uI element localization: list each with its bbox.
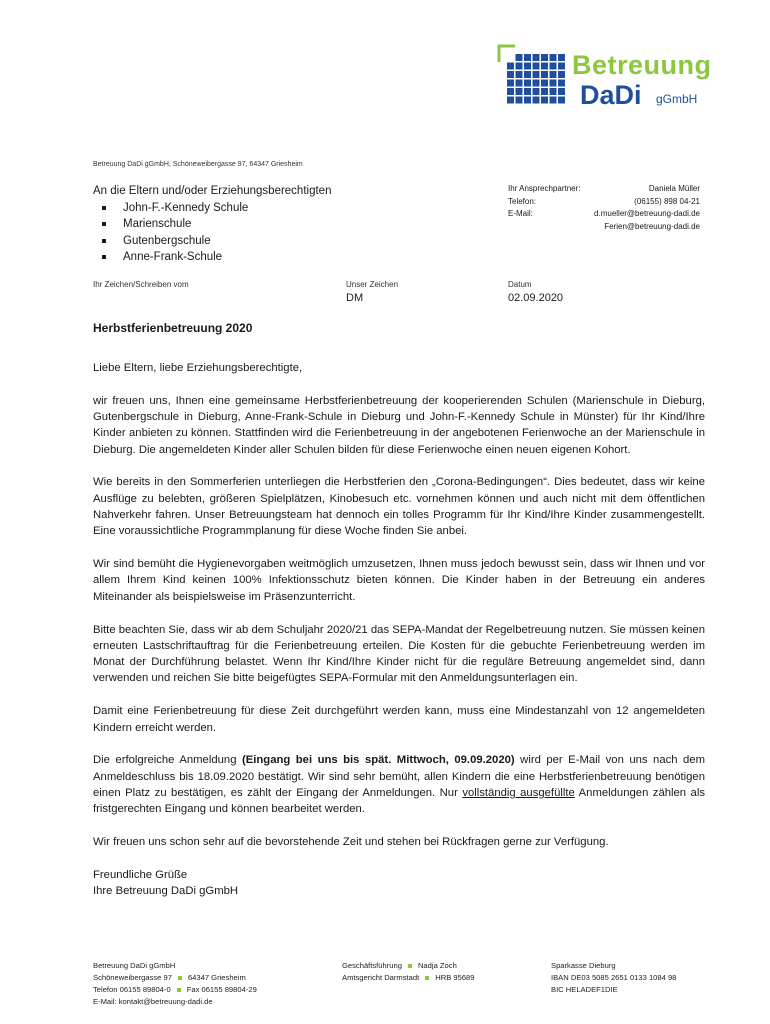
footer-bic: BIC HELADEF1DIE (551, 985, 618, 994)
school-list (93, 200, 331, 266)
p6-underline: vollständig ausgefüllte (462, 786, 575, 799)
footer-phone-fax: Telefon 06155 89804-0 Fax 06155 89804-29 (93, 985, 257, 994)
sender-line: Betreuung DaDi gGmbH, Schöneweibergasse 97, 64347 Griesheim (93, 161, 303, 168)
footer-iban: IBAN DE03 5085 2651 0133 1084 98 (551, 973, 677, 982)
contact-phone-value: (06155) 898 04-21 (634, 196, 700, 206)
footer-email[interactable]: E-Mail: kontakt@betreuung-dadi.de (93, 997, 213, 1006)
contact-email-label: E-Mail: (508, 209, 533, 218)
salutation: Liebe Eltern, liebe Erziehungsberechtigte, (93, 362, 303, 374)
contact-phone-row (508, 196, 700, 209)
closing-greeting: Freundliche Grüße (93, 868, 188, 881)
footer-company-name: Betreuung DaDi gGmbH (93, 961, 176, 970)
footer-court: Amtsgericht Darmstadt HRB 95689 (342, 973, 475, 982)
p6-bold-deadline: (Eingang bei uns bis spät. Mittwoch, 09.09.2020) (241, 754, 515, 767)
contact-block (508, 183, 700, 233)
school-item: Gutenbergschule (93, 233, 331, 250)
date-label: Datum (508, 280, 532, 289)
contact-email2-row (508, 221, 700, 234)
paragraph-7: Wir freuen uns schon sehr auf die bevorstehende Zeit und stehen bei Rückfragen gerne zur Verfügung. (93, 836, 609, 849)
contact-email2-value[interactable]: Ferien@betreuung-dadi.de (604, 221, 700, 231)
logo-grid-icon (497, 44, 569, 106)
our-ref-value: DM (346, 292, 364, 304)
recipient-line: An die Eltern und/oder Erziehungsberechtigten (93, 185, 332, 197)
logo-text-ggmbh: gGmbH (656, 92, 698, 106)
paragraph-3: Wir sind bemüht die Hygienevorgaben weitmöglich umzusetzen, Ihnen muss jedoch bewusst sein, dass wir Ihnen und vor allem Ihrem Kind keinen 100% Infektionsschutz bieten können. Die Kinder haben in der Betreuung ein anderes Miteinander als beispielsweise im Präsenzunterricht. (93, 558, 705, 603)
letter-subject: Herbstferienbetreuung 2020 (93, 321, 253, 335)
p6-text-c: Anmeldungen zählen als fristgerechten Eingang und können bearbeitet werden. (93, 786, 705, 816)
closing-signature: Ihre Betreuung DaDi gGmbH (93, 885, 239, 898)
recipient-block (93, 183, 331, 266)
footer-address: Schöneweibergasse 97 64347 Griesheim (93, 973, 246, 982)
contact-phone-label: Telefon: (508, 196, 537, 206)
footer-bank-name: Sparkasse Dieburg (551, 961, 616, 970)
logo-text-dadi: DaDi (580, 80, 642, 110)
p6-text-b: wird per E-Mail von uns nach dem Anmeldeschluss bis 18.09.2020 bestätigt. Wir sind sehr bemüht, allen Kindern die eine Herbstferienbetreuung benötigen einen Platz zu bestätigen, es zählt der Eingang der Anmeldungen. Nur (93, 754, 705, 799)
school-item: John-F.-Kennedy Schule (93, 200, 331, 217)
paragraph-4: Bitte beachten Sie, dass wir ab dem Schuljahr 2020/21 das SEPA-Mandat der Regelbetreuung nutzen. Sie müssen keinen erneuten Lastschriftauftrag für die Ferienbetreuung erteilen. Die Kosten für die gebuchte Ferienbetreuung werden im Monat der Durchführung belastet. Wenn Ihr Kind/Ihre Kinder nicht für die reguläre Betreuung angemeldet sind, dann verwenden und reichen Sie bitte beigefügtes SEPA-Formular mit den Anmeldungsunterlagen ein. (93, 623, 705, 685)
paragraph-1: wir freuen uns, Ihnen eine gemeinsame Herbstferienbetreuung der kooperierenden Schulen (Marienschule in Dieburg, Gutenbergschule in Dieburg, Anne-Frank-Schule in Dieburg und John-F.-Kennedy Schule in Münster) für Ihr Kind/Ihre Kinder anbieten zu können. Stattfinden wird die Ferienbetreuung in der angebotenen Ferienwoche an der Marienschule in Dieburg. Die angemeldeten Kinder aller Schulen bilden für diese Ferienwoche einen neuen eigenen Kohort. (93, 394, 705, 456)
school-item: Anne-Frank-Schule (93, 249, 331, 266)
p6-text-a: Die erfolgreiche Anmeldung (93, 754, 242, 767)
paragraph-2: Wie bereits in den Sommerferien unterliegen die Herbstferien den „Corona-Bedingungen“. Dies bedeutet, dass wir keine Ausflüge zu belebten, größeren Spielplätzen, Kinobesuch etc. vornehmen können und auch nicht mit dem öffentlichen Nahverkehr fahren. Unser Betreuungsteam hat dennoch ein tolles Programm für Ihr Kind/Ihre Kinder zusammengestellt. Eine voraussichtliche Programmplanung für diese Woche finden Sie anbei. (93, 476, 705, 538)
your-ref-label: Ihr Zeichen/Schreiben vom (93, 280, 189, 289)
paragraph-5: Damit eine Ferienbetreuung für diese Zeit durchgeführt werden kann, muss eine Mindestanzahl von 12 angemeldeten Kindern erreicht werden. (93, 705, 705, 734)
footer-management: Geschäftsführung Nadja Zoch (342, 961, 457, 970)
footer-col-company (93, 960, 257, 1008)
letter-body (93, 360, 705, 899)
logo-text-betreuung: Betreuung (572, 50, 712, 80)
footer-col-bank (551, 960, 676, 996)
contact-person-label: Ihr Ansprechpartner: (508, 184, 581, 193)
contact-email-value[interactable]: d.mueller@betreuung-dadi.de (594, 209, 700, 218)
our-ref-label: Unser Zeichen (346, 280, 399, 289)
paragraph-6 (93, 752, 705, 817)
contact-email-row (508, 208, 700, 221)
closing (93, 867, 705, 900)
date-value: 02.09.2020 (508, 292, 564, 304)
footer-col-management (342, 960, 475, 984)
school-item: Marienschule (93, 216, 331, 233)
contact-person-value: Daniela Müller (648, 184, 700, 193)
contact-person-row (508, 183, 700, 196)
